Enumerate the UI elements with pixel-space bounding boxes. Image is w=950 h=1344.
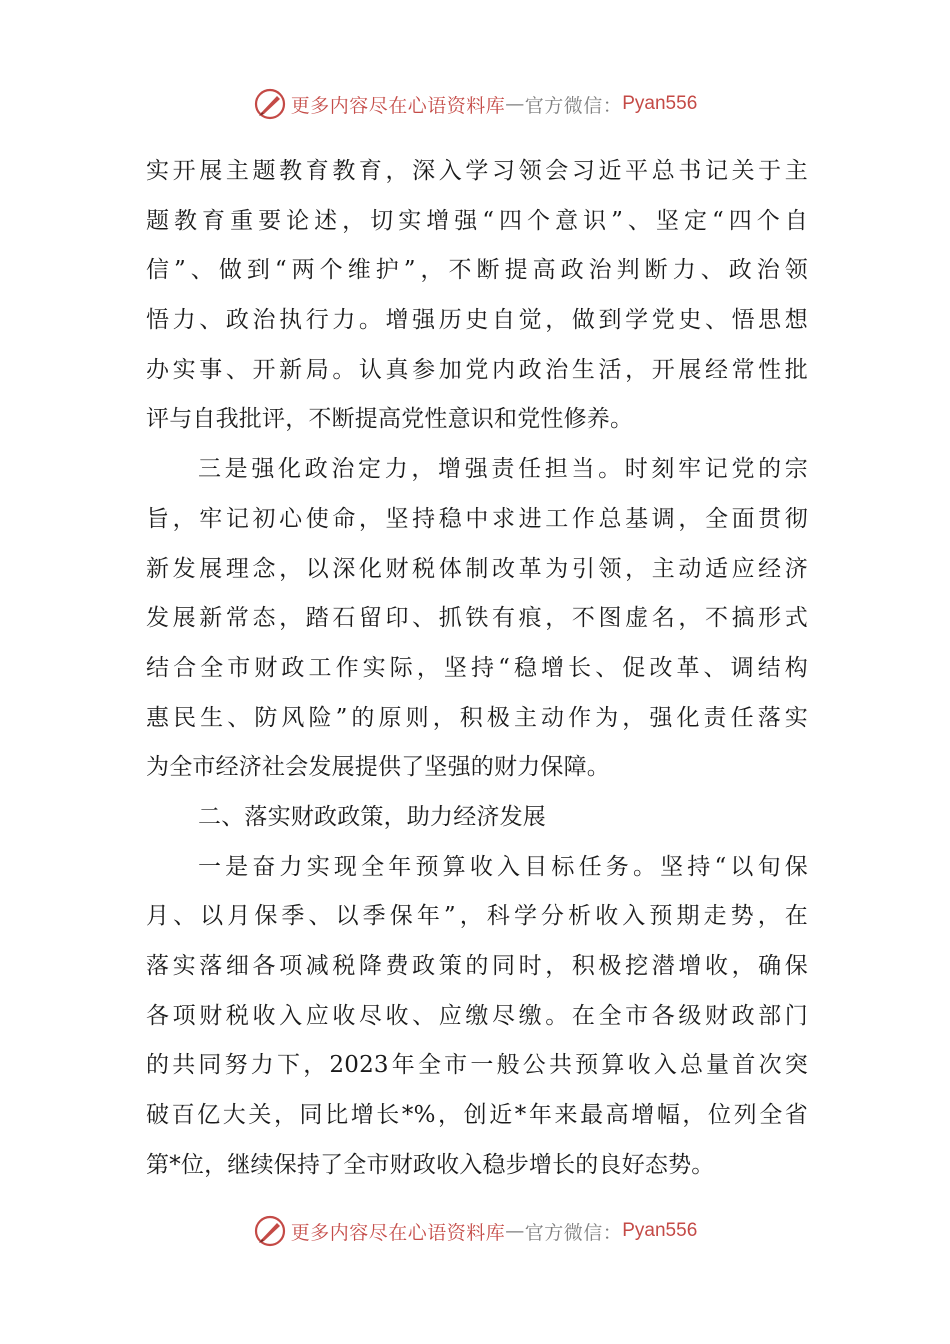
text-line: 题教育重要论述，切实增强“四个意识”、坚定“四个自 — [146, 207, 808, 234]
banner-wechat-id: Pyan556 — [622, 93, 698, 114]
text-line: 惠民生、防风险”的原则，积极主动作为，强化责任落实 — [146, 704, 808, 731]
banner-title: 更多内容尽在心语资料库 — [290, 1221, 506, 1244]
banner-dash: — — [505, 1220, 525, 1242]
text-line: 三是强化政治定力，增强责任担当。时刻牢记党的宗 — [198, 456, 808, 483]
text-line: 旨，牢记初心使命，坚持稳中求进工作总基调，全面贯彻 — [146, 505, 808, 532]
text-line: 评与自我批评，不断提高党性意识和党性修养。 — [146, 406, 634, 433]
banner-label: 官方微信： — [524, 1221, 623, 1244]
banner-title: 更多内容尽在心语资料库 — [290, 94, 506, 117]
text-line: 悟力、政治执行力。增强历史自觉，做到学党史、悟思想 — [146, 307, 808, 334]
text-line: 各项财税收入应收尽收、应缴尽缴。在全市各级财政部门 — [146, 1002, 808, 1029]
text-line: 第*位，继续保持了全市财政收入稳步增长的良好态势。 — [146, 1151, 715, 1178]
quill-logo-icon — [253, 87, 287, 121]
text-line: 新发展理念，以深化财税体制改革为引领，主动适应经济 — [146, 555, 808, 582]
text-line: 为全市经济社会发展提供了坚强的财力保障。 — [146, 754, 610, 781]
section-heading: 二、落实财政政策，助力经济发展 — [198, 803, 546, 830]
text-line: 发展新常态，踏石留印、抓铁有痕，不图虚名，不搞形式 — [146, 605, 808, 632]
text-line: 实开展主题教育教育，深入学习领会习近平总书记关于主 — [146, 158, 808, 184]
text-line: 的共同努力下，2023年全市一般公共预算收入总量首次突 — [146, 1052, 808, 1079]
banner-label: 官方微信： — [524, 94, 623, 117]
text-line: 信”、做到“两个维护”，不断提高政治判断力、政治领 — [146, 257, 808, 284]
text-line: 落实落细各项减税降费政策的同时，积极挖潜增收，确保 — [146, 953, 808, 979]
banner-wechat-id: Pyan556 — [622, 1220, 698, 1241]
quill-logo-icon — [253, 1214, 287, 1248]
text-line: 破百亿大关，同比增长*%，创近*年来最高增幅，位列全省 — [146, 1102, 808, 1129]
text-line: 结合全市财政工作实际，坚持“稳增长、促改革、调结构 — [146, 654, 808, 681]
banner-dash: — — [505, 93, 525, 115]
document-body — [146, 147, 808, 1190]
text-line: 月、以月保季、以季保年”，科学分析收入预期走势，在 — [146, 903, 808, 930]
text-line: 一是奋力实现全年预算收入目标任务。坚持“以旬保 — [198, 853, 808, 880]
footer-banner — [0, 1211, 950, 1251]
text-line: 办实事、开新局。认真参加党内政治生活，开展经常性批 — [146, 356, 808, 383]
header-banner — [0, 84, 950, 124]
